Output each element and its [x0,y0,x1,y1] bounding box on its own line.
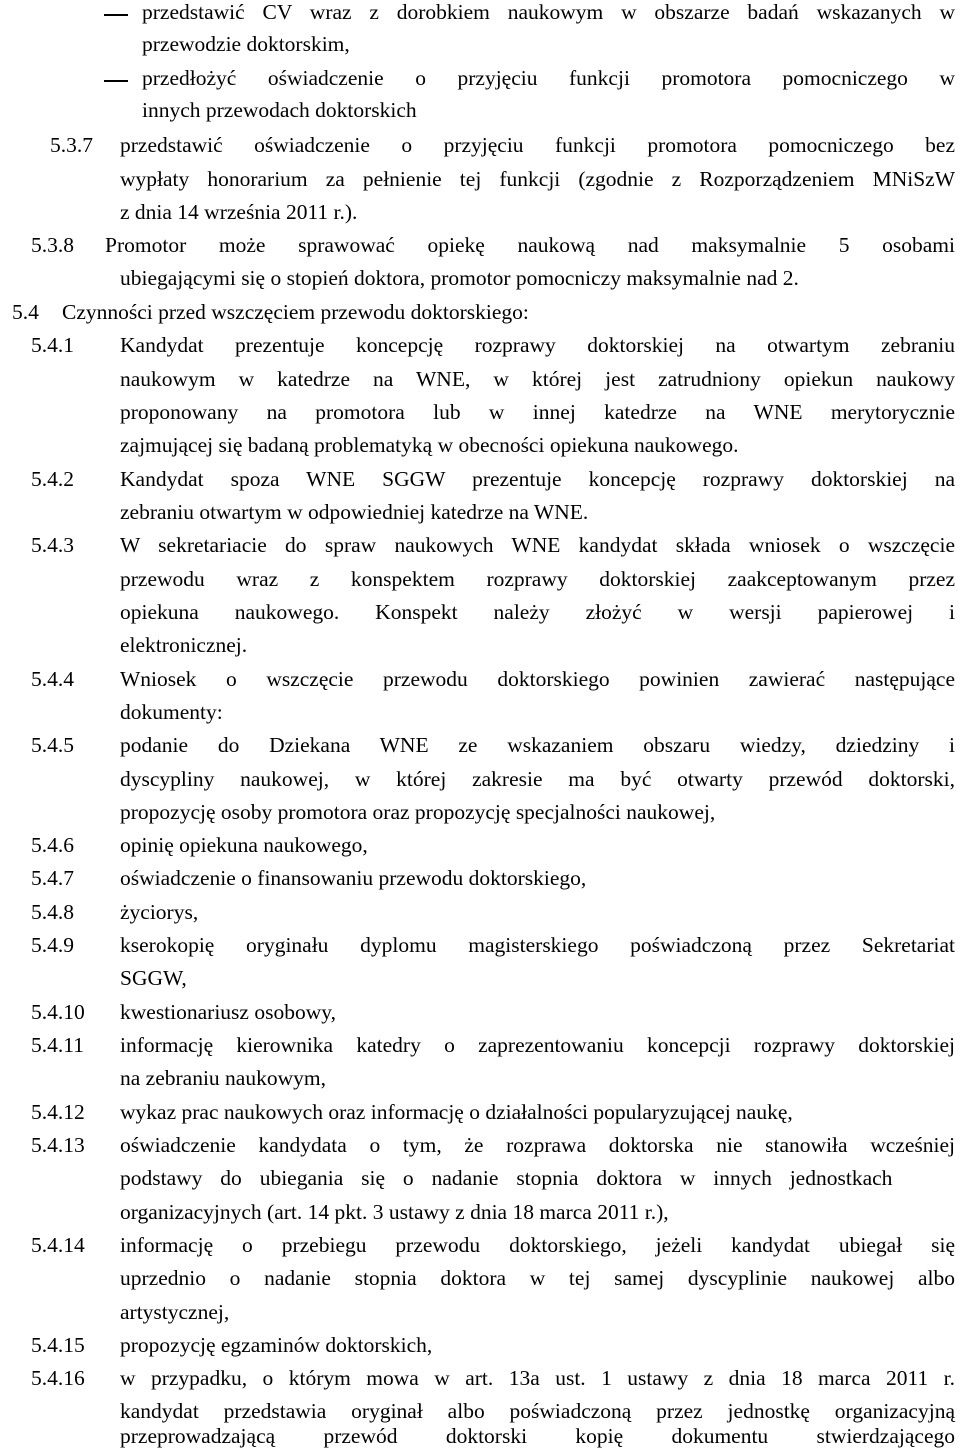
text-line: przedłożyć oświadczenie o przyjęciu funkcji promotora pomocniczego w [142,66,955,90]
text-line: podstawy do ubiegania się o nadanie stopnia doktora w innych jednostkach [120,1166,893,1190]
text-line: przedstawić oświadczenie o przyjęciu funkcji promotora pomocniczego bez [120,133,955,157]
item-number: 5.4.2 [31,467,74,491]
item-number: 5.4.1 [31,333,74,357]
item-number: 5.4.5 [31,733,74,757]
text-line: uprzednio o nadanie stopnia doktora w tej samej dyscyplinie naukowej albo [120,1266,955,1290]
item-number: 5.4.13 [31,1133,85,1157]
text-line: opinię opiekuna naukowego, [120,833,368,857]
text-line: W sekretariacie do spraw naukowych WNE kandydat składa wniosek o wszczęcie [120,533,955,557]
text-line: wypłaty honorarium za pełnienie tej funkcji (zgodnie z Rozporządzeniem MNiSzW [120,167,955,191]
section-heading: Czynności przed wszczęciem przewodu doktorskiego: [62,300,529,324]
text-line: dokumenty: [120,700,223,724]
item-number: 5.4.14 [31,1233,85,1257]
text-line: kserokopię oryginału dyplomu magisterskiego poświadczoną przez Sekretariat [120,933,955,957]
text-line: innych przewodach doktorskich [142,98,417,122]
text-line: oświadczenie kandydata o tym, że rozprawa doktorska nie stanowiła wcześniej [120,1133,955,1157]
text-line: organizacyjnych (art. 14 pkt. 3 ustawy z dnia 18 marca 2011 r.), [120,1200,669,1224]
dash-bullet-icon [104,14,128,16]
text-line: informację o przebiegu przewodu doktorskiego, jeżeli kandydat ubiegał się [120,1233,955,1257]
item-number: 5.4.8 [31,900,74,924]
text-line: Promotor może sprawować opiekę naukową nad maksymalnie 5 osobami [105,233,955,257]
text-line: podanie do Dziekana WNE ze wskazaniem obszaru wiedzy, dziedziny i [120,733,955,757]
text-line: naukowym w katedrze na WNE, w której jest zatrudniony opiekun naukowy [120,367,955,391]
text-line: propozycję osoby promotora oraz propozycję specjalności naukowej, [120,800,716,824]
text-line: przeprowadzającą przewód doktorski kopię dokumentu stwierdzającego [120,1424,955,1448]
item-number: 5.4.3 [31,533,74,557]
text-line: kwestionariusz osobowy, [120,1000,336,1024]
text-line: artystycznej, [120,1300,230,1324]
text-line: dyscypliny naukowej, w której zakresie ma być otwarty przewód doktorski, [120,767,955,791]
item-number: 5.4.9 [31,933,74,957]
text-line: przewodu wraz z konspektem rozprawy doktorskiej zaakceptowanym przez [120,567,955,591]
text-line: w przypadku, o którym mowa w art. 13a ust. 1 ustawy z dnia 18 marca 2011 r. [120,1366,955,1390]
item-number: 5.3.8 [31,233,74,257]
text-line: z dnia 14 września 2011 r.). [120,200,358,224]
text-line: zebraniu otwartym w odpowiedniej katedrze na WNE. [120,500,589,524]
item-number: 5.4.6 [31,833,74,857]
text-line: Kandydat prezentuje koncepcję rozprawy doktorskiej na otwartym zebraniu [120,333,955,357]
text-line: na zebraniu naukowym, [120,1066,326,1090]
text-line: Kandydat spoza WNE SGGW prezentuje koncepcję rozprawy doktorskiej na [120,467,955,491]
item-number: 5.4.7 [31,866,74,890]
item-number: 5.4.12 [31,1100,85,1124]
text-line: przewodzie doktorskim, [142,32,350,56]
text-line: życiorys, [120,900,199,924]
text-line: proponowany na promotora lub w innej katedrze na WNE merytorycznie [120,400,955,424]
text-line: elektronicznej. [120,633,248,657]
item-number: 5.4.4 [31,667,74,691]
text-line: propozycję egzaminów doktorskich, [120,1333,433,1357]
section-number: 5.4 [12,300,39,324]
dash-bullet-icon [104,80,128,82]
text-line: zajmującej się badaną problematyką w obecności opiekuna naukowego. [120,433,739,457]
item-number: 5.3.7 [50,133,93,157]
item-number: 5.4.15 [31,1333,85,1357]
item-number: 5.4.10 [31,1000,85,1024]
text-line: SGGW, [120,966,187,990]
text-line: ubiegającymi się o stopień doktora, promotor pomocniczy maksymalnie nad 2. [120,266,799,290]
item-number: 5.4.16 [31,1366,85,1390]
text-line: informację kierownika katedry o zaprezentowaniu koncepcji rozprawy doktorskiej [120,1033,955,1057]
text-line: przedstawić CV wraz z dorobkiem naukowym w obszarze badań wskazanych w [142,0,955,24]
text-line: oświadczenie o finansowaniu przewodu doktorskiego, [120,866,587,890]
text-line: wykaz prac naukowych oraz informację o działalności popularyzującej naukę, [120,1100,793,1124]
item-number: 5.4.11 [31,1033,84,1057]
text-line: Wniosek o wszczęcie przewodu doktorskiego powinien zawierać następujące [120,667,955,691]
text-line: kandydat przedstawia oryginał albo poświadczoną przez jednostkę organizacyjną [120,1399,955,1423]
text-line: opiekuna naukowego. Konspekt należy złożyć w wersji papierowej i [120,600,955,624]
